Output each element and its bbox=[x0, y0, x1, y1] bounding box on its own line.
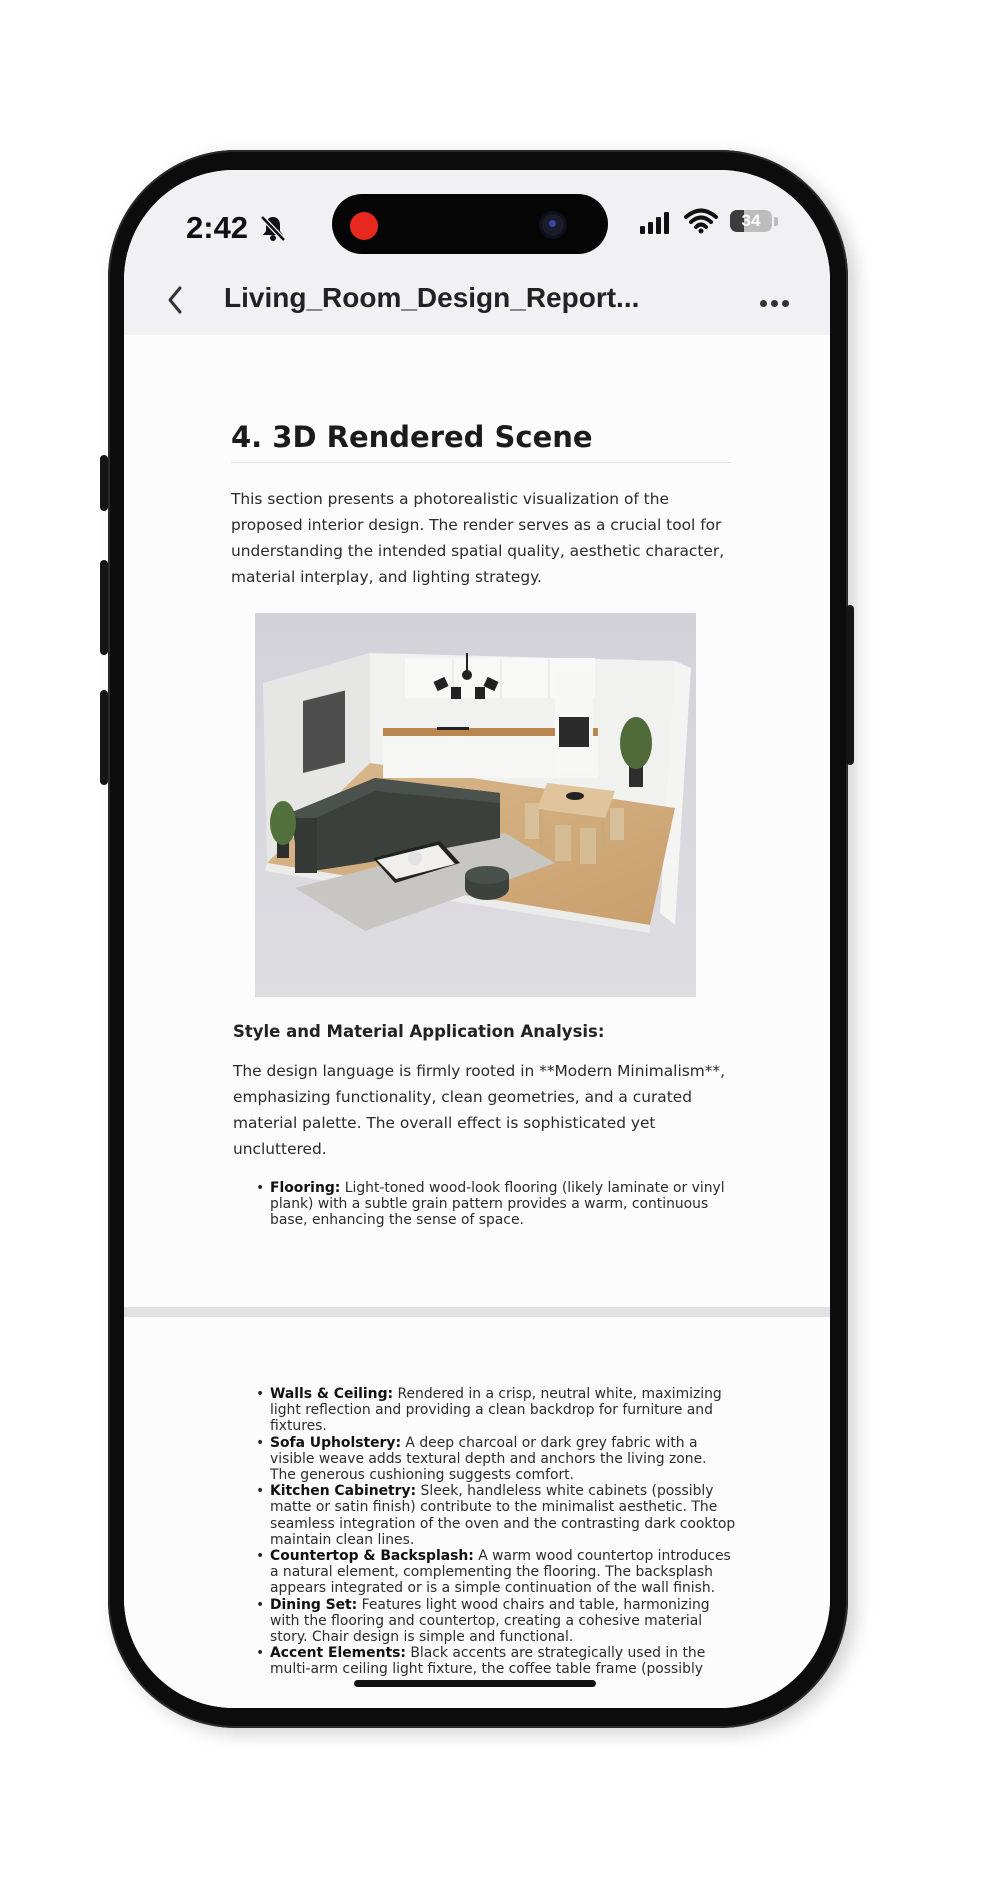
material-description: A deep charcoal or dark grey fabric with a visible weave adds textural depth and anchors the living zone. The generous cushioning suggests comfort. bbox=[270, 1434, 707, 1484]
materials-list-page-1 bbox=[256, 1180, 736, 1229]
phone-power-button bbox=[846, 605, 854, 765]
dynamic-island bbox=[332, 194, 608, 254]
room-render-illustration bbox=[255, 613, 696, 997]
back-chevron-icon[interactable] bbox=[162, 282, 188, 318]
material-label: Countertop & Backsplash: bbox=[270, 1548, 474, 1565]
list-item bbox=[256, 1597, 736, 1646]
material-label: Accent Elements: bbox=[270, 1645, 406, 1662]
analysis-subheading: Style and Material Application Analysis: bbox=[233, 1022, 605, 1041]
phone-screen bbox=[124, 170, 830, 1708]
wifi-icon bbox=[684, 208, 718, 234]
list-item bbox=[256, 1645, 736, 1677]
recording-indicator-icon bbox=[350, 212, 378, 240]
list-item bbox=[256, 1435, 736, 1484]
top-bar bbox=[124, 170, 830, 335]
material-description: Light-toned wood-look flooring (likely laminate or vinyl plank) with a subtle grain pattern provides a warm, continuous base, enhancing the sense of space. bbox=[270, 1180, 725, 1229]
analysis-intro-paragraph: The design language is firmly rooted in **Modern Minimalism**, emphasizing functionality, clean geometries, and a curated material palette. The overall effect is sophisticated yet uncluttered. bbox=[233, 1062, 726, 1158]
material-description: Black accents are strategically used in the multi-arm ceiling light fixture, the coffee table frame (possibly bbox=[270, 1645, 706, 1678]
material-label: Sofa Upholstery: bbox=[270, 1434, 402, 1451]
front-camera bbox=[542, 214, 564, 236]
list-item bbox=[256, 1483, 736, 1548]
section-heading: 4. 3D Rendered Scene bbox=[231, 420, 593, 454]
material-label: Walls & Ceiling: bbox=[270, 1386, 394, 1402]
materials-list-page-2 bbox=[256, 1386, 736, 1678]
cellular-signal-icon bbox=[640, 212, 674, 234]
battery-percentage: 34 bbox=[741, 211, 761, 230]
heading-divider bbox=[231, 462, 731, 463]
material-description: A warm wood countertop introduces a natural element, complementing the flooring. The backsplash appears integrated or is a simple continuation of the wall finish. bbox=[270, 1548, 731, 1597]
phone-volume-up-button bbox=[100, 560, 108, 655]
battery-cap bbox=[774, 217, 778, 226]
material-description: Rendered in a crisp, neutral white, maximizing light reflection and providing a clean backdrop for furniture and fixtures. bbox=[270, 1386, 722, 1435]
phone-volume-down-button bbox=[100, 690, 108, 785]
material-description: Sleek, handleless white cabinets (possibly matte or satin finish) contribute to the minimalist aesthetic. The seamless integration of the oven and the contrasting dark cooktop maintain clean lines. bbox=[270, 1483, 736, 1548]
rendered-scene-image bbox=[255, 613, 696, 997]
list-item bbox=[256, 1548, 736, 1597]
battery-icon bbox=[730, 210, 772, 232]
material-description: Features light wood chairs and table, harmonizing with the flooring and countertop, creating a cohesive material story. Chair design is simple and functional. bbox=[270, 1596, 710, 1646]
home-indicator[interactable] bbox=[354, 1680, 596, 1687]
list-item bbox=[256, 1386, 736, 1435]
more-options-icon[interactable] bbox=[760, 292, 794, 304]
status-time: 2:42 bbox=[186, 210, 249, 245]
section-intro-paragraph: This section presents a photorealistic visualization of the proposed interior design. The render serves as a crucial tool for understanding the intended spatial quality, aesthetic character, material interplay, and lighting strategy. bbox=[231, 490, 725, 586]
list-item bbox=[256, 1180, 736, 1229]
material-label: Flooring: bbox=[270, 1180, 341, 1196]
material-label: Kitchen Cabinetry: bbox=[270, 1483, 417, 1500]
page-break-divider bbox=[124, 1307, 830, 1317]
phone-silent-switch bbox=[100, 455, 108, 511]
silent-bell-icon bbox=[258, 213, 288, 243]
document-title: Living_Room_Design_Report... bbox=[224, 282, 640, 313]
material-label: Dining Set: bbox=[270, 1596, 358, 1613]
